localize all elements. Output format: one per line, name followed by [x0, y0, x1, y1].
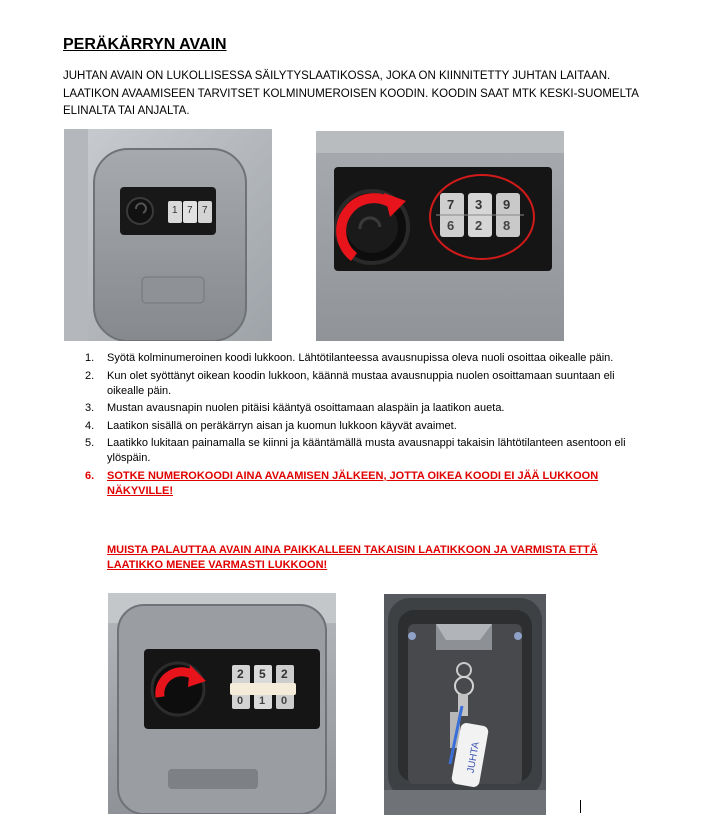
- list-item: 3. Mustan avausnapin nuolen pitäisi kääntyä osoittamaan alaspäin ja laatikon aueta.: [85, 402, 505, 414]
- lockbox-knob-arrow-icon: [108, 593, 336, 814]
- photo2-dial-bottom-2: 2: [475, 218, 483, 233]
- photo3-dial-top-3: 2: [281, 667, 288, 681]
- photo2-dial-top-2: 3: [475, 197, 483, 212]
- photo-lockbox-knob: [108, 593, 336, 814]
- reminder-warning: MUISTA PALAUTTAA AVAIN AINA PAIKKALLEEN TAKAISIN LAATIKKOON JA VARMISTA ETTÄ LAATIKKO MENEE VARMASTI LUKKOON!: [107, 544, 598, 571]
- warning-list-item: 6. SOTKE NUMEROKOODI AINA AVAAMISEN JÄLKEEN, JOTTA OIKEA KOODI EI JÄÄ LUKKOON NÄKYVILLE!: [85, 469, 599, 497]
- lockbox-open-key-icon: [384, 594, 546, 815]
- photo2-dial-bottom-1: 6: [447, 218, 455, 233]
- photo1-dial-3: 7: [202, 205, 208, 216]
- list-item: 5. Laatikko lukitaan painamalla se kiinni ja kääntämällä musta avausnappi takaisin lähtötilanteen asentoon eli ylöspäin.: [85, 437, 626, 464]
- page-title: PERÄKÄRRYN AVAIN: [63, 36, 227, 53]
- lockbox-dials-closeup-icon: [316, 131, 564, 341]
- photo3-dial-bottom-3: 0: [281, 695, 288, 707]
- photo-lockbox-dials: [316, 131, 564, 341]
- intro-paragraph: JUHTAN AVAIN ON LUKOLLISESSA SÄILYTYSLAATIKOSSA, JOKA ON KIINNITETTY JUHTAN LAITAAN. LAATIKON AVAAMISEEN TARVITSET KOLMINUMEROISEN KOODIN. KOODIN SAAT MTK KESKI-SUOMELTA ELINALTA TAI ANJALTA.: [63, 70, 639, 117]
- lockbox-closed-icon: [64, 129, 272, 341]
- photo3-dial-bottom-1: 0: [237, 695, 244, 707]
- instruction-list: [78, 351, 638, 501]
- photo2-dial-bottom-3: 8: [503, 218, 511, 233]
- photo1-dial-2: 7: [187, 205, 193, 216]
- photo3-dial-bottom-2: 1: [259, 695, 266, 707]
- photo3-dial-top-2: 5: [259, 667, 266, 681]
- photo3-dial-top-1: 2: [237, 667, 244, 681]
- photo-lockbox-open: [384, 594, 546, 815]
- text-cursor: [580, 800, 581, 813]
- key-tag-label: JUHTA: [465, 741, 482, 774]
- list-item: 2. Kun olet syöttänyt oikean koodin lukkoon, käännä mustaa avausnuppia nuolen osoittamaan suuntaan eli oikealle päin.: [85, 369, 615, 397]
- list-item: 1. Syötä kolminumeroinen koodi lukkoon. Lähtötilanteessa avausnupissa oleva nuoli osoittaa oikealle päin.: [85, 352, 614, 364]
- photo2-dial-top-3: 9: [503, 197, 511, 212]
- list-item: 4. Laatikon sisällä on peräkärryn aisan ja kuomun lukkoon käyvät avaimet.: [85, 419, 457, 432]
- photo1-dial-1: 1: [172, 205, 178, 216]
- photo-lockbox-closed: [64, 129, 272, 341]
- photo2-dial-top-1: 7: [447, 197, 455, 212]
